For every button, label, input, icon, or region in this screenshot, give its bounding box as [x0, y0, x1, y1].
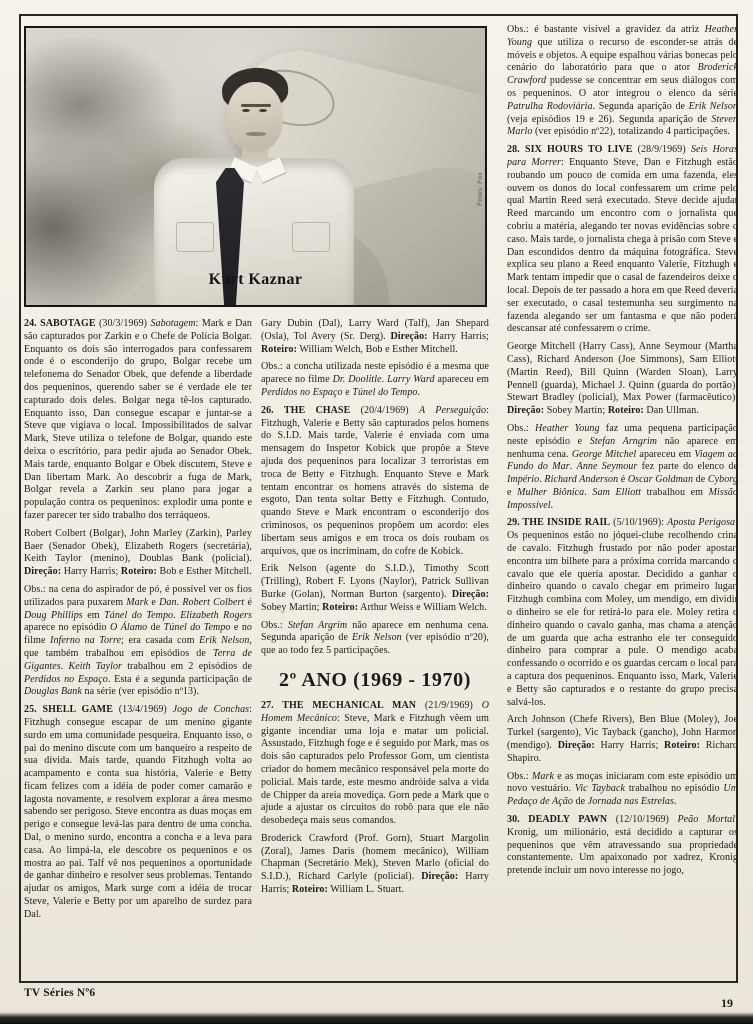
text-run: George Mitchel: [571, 448, 637, 460]
text-run: Erik Nelson: [688, 100, 738, 112]
season-2-heading: 2º ANO (1969 - 1970): [279, 668, 471, 691]
episode-26-summary: 26. THE CHASE (20/4/1969) A Perseguição: Fitzhugh, Valerie e Betty são capturados pelos homens do S.I.D. Mais tarde, Valerie é enviada com uma mensagem do Inspetor Kobick que propõe a Steve ajuda dos pequeninos para localizar 3 terroristas em troca de Betty e Fitzhugh. Enquanto Steve e Mark tentam encontrar os homens através do sistema de esgoto, Dan tenta soltar Betty e Fitzhugh. Contudo, quando Steve e Mark encontram o esconderijo dos criminosos, os pequeninos propõem um acordo: eles libertam seus amigos e em troca os dois roubam os arquivos, que os incriminam, do cofre de Kobick.: [261, 404, 489, 557]
text-run: Elizabeth Rogers: [180, 609, 252, 621]
text-run: Stefan Arngrim: [589, 435, 658, 447]
actor-mouth-shape: [246, 132, 266, 136]
text-run: Perdidos no Espaço: [261, 386, 343, 398]
episode-25-summary: 25. SHELL GAME (13/4/1969) Jogo de Conchas: Fitzhugh consegue escapar de um menino gigante surdo em uma comunidade pesqueira. Enquanto isso, o pai do menino discute com um banqueiro a respeito de sua dívida. Mais tarde, quando Fitzhugh volta ao acampamento e conta sua história, Valerie e Betty ficam felizes com a idéia de poder comer camarão e lagosta novamente, e resolvem explorar a área mesmo sabendo ser perigoso. Steve encontra as duas moças em perigo e consegue levá-las para dentro de uma concha. Dal, o menino surdo, encontra a concha e a leva para casa. Ao limpá-la, ele descobre os pequeninos e os mostra ao pai. Talf vê nos pequeninos a oportunidade de ganhar dinheiro e resolver seus problemas. Tentando ajudar os amigos, Mark surge com a idéia de trocar Steve, Valerie e Betty por um aparelho de surdez para Dal.: [24, 704, 252, 920]
episode-24-cast: Robert Colbert (Bolgar), John Marley (Zarkin), Parley Baer (Senador Obek), Elizabeth Rogers (secretária), Keith Taylor (menino), Doublas Bank (policial). Direção: Harry Harris; Roteiro: Bob e Esther Mitchell.: [24, 527, 252, 578]
text-run: O Homem Mecânico: [261, 699, 489, 724]
text-run: Perdidos no Espaço: [24, 673, 108, 685]
episode-25-cast: Gary Dubin (Dal), Larry Ward (Talf), Jan Shepard (Osla), Tol Avery (Sr. Derg). Direção: Harry Harris; Roteiro: William Welch, Bob e Esther Mitchell.: [261, 318, 489, 355]
text-run: Mark: [126, 596, 149, 608]
text-run: Direção:: [24, 566, 62, 578]
text-run: Larry Ward: [387, 374, 435, 386]
text-run: Tánel do Tempo: [104, 609, 174, 621]
text-run: Roteiro:: [120, 566, 157, 578]
text-run: 29. THE INSIDE RAIL: [507, 517, 611, 529]
text-run: 28. SIX HOURS TO LIVE: [507, 144, 633, 156]
text-run: Império: [507, 474, 540, 486]
column-right: [507, 24, 738, 982]
episode-24-summary: 24. SABOTAGE (30/3/1969) Sabotagem: Mark e Dan são capturados por Zarkin e o Chefe de Polícia Bolgar. Enquanto os dois são interrogados para confessarem onde é o esconderijo do grupo, Bolgar recebe um telefonema do Senador Obek, que defende a liberdade dos pequeninos, querendo saber se é verdade ele ter capturado dois deles. Bolgar nega tê-los capturado. Enquanto isso, Dan consegue escapar e juntar-se a Steve que vigiava o local. Impossibilitados de salvar Mark, Steve utiliza o telefone de Bolgar, quando este deixa o escritório, para pedir ajuda ao Senador Obek. Mais tarde, enquanto Bolgar e Obek discutem, Steve e Dan libertam Mark. Ao descobrir a fuga de Mark, Bolgar revela a Zarkin seu plano para jogar a população contra os pequeninos: explodir uma ponte e fazer parecer ter sido trabalho dos terráqueos.: [24, 318, 252, 521]
episode-27-cast: Broderick Crawford (Prof. Gorn), Stuart Margolin (Zoral), James Daris (homem mecânico), William Chapman (Secretário Mek), Steven Marlo (oficial do S.I.D.), Richard Carlyle (policial). Direção: Harry Harris; Roteiro: William L. Stuart.: [261, 832, 489, 896]
episode-27-summary: 27. THE MECHANICAL MAN (21/9/1969) O Homem Mecânico: Steve, Mark e Fitzhugh vêem um gigante incendiar uma loja e matar um policial. Assustado, Fitzhugh foge e é seguido por Mark, mas os dois são capturados pelo Professor Gorn, um cientista criador do homem mecânico responsável pela morte do policial. Mais tarde, este mesmo andróide salva a vida de Chipper da areia movediça. Gorn pede a Mark que o ajude a ajustar os circuitos do robô para que ele não desobedeça mais seus comandos.: [261, 699, 489, 827]
text-run: Mulher Biônica: [517, 486, 585, 498]
text-run: Seis Horas para Morrer: [507, 144, 738, 168]
text-run: Oscar Goldman: [627, 474, 694, 486]
column-middle: [261, 318, 489, 982]
text-run: Jogo de Conchas: [172, 704, 250, 716]
text-run: Heather Young: [535, 422, 600, 434]
text-run: Patrulha Rodoviária: [507, 100, 593, 112]
text-run: Robert Colbert: [182, 596, 245, 608]
actor-face-shape: [227, 82, 283, 152]
page-number: 19: [721, 996, 733, 1010]
text-run: Vic Tayback: [574, 783, 626, 795]
episode-24-obs: Obs.: na cena do aspirador de pó, é possível ver os fios utilizados para puxarem Mark e Dan. Robert Colbert é Doug Phillips em Tánel do Tempo. Elizabeth Rogers aparece no episódio O Álamo de Túnel do Tempo e no filme Inferno na Torre; era casada com Erik Nelson, que também trabalhou em episódios de Terra de Gigantes. Keith Taylor trabalhou em 2 episódios de Perdidos no Espaço. Esta é a segunda participação de Douglas Bank na série (ver episódio nº13).: [24, 583, 252, 698]
episode-25-obs: Obs.: a concha utilizada neste episódio é a mesma que aparece no filme Dr. Doolitle. Larry Ward apareceu em Perdidos no Espaço e Túnel do Tempo.: [261, 361, 489, 398]
text-run: Douglas Bank: [24, 686, 82, 698]
text-run: Broderick Crawford: [507, 62, 738, 87]
text-run: Heather Young: [507, 24, 738, 48]
episode-29-summary: 29. THE INSIDE RAIL (5/10/1969): Aposta Perigosa: Os pequeninos estão no jóquei-clube recolhendo crina de cavalo. Fitzhugh frustado por não poder apostar, encontra um bilhete para a próxima corrida marcando o cavalo que ele queria apostar. Decidido a ganhar o dinheiro quando o cavalo chegar em primeiro lugar, Fitzhugh combina com Moley, um mendigo, em dividir o dinheiro se ele for retirá-lo para ele. Moley retira o dinheiro quando o cavalo ganha, mas chama a atenção de um guarda que acha estranho ele ter conseguido dinheiro para comprar a pule. O mendigo acaba confessando o ocorrido e os guardas cercam o local para a captura dos pequeninos. Enquanto isso, Mark, Valerie e Betty são capturados e o restante do grupo precisa salvá-los.: [507, 517, 738, 708]
text-run: Aposta Perigosa: [667, 517, 736, 529]
text-run: Peão Mortal: [677, 814, 736, 826]
text-run: 27. THE MECHANICAL MAN: [261, 699, 417, 711]
text-run: Steven Marlo: [507, 113, 738, 138]
text-run: Túnel do Tempo: [352, 386, 418, 398]
text-run: Roteiro:: [322, 601, 359, 613]
text-run: Direção:: [421, 871, 459, 883]
episode-28-cast: George Mitchell (Harry Cass), Anne Seymour (Martha Cass), Richard Anderson (Joe Simmons), Sam Elliott (Martin Reed), Bill Quinn (Warden Sloan), Larry Pennell (guarda), Michael J. Quinn (guarda do portão), Stewart Bradley (policial), Max Power (farmacêutico). Direção: Sobey Martin; Roteiro: Dan Ullman.: [507, 341, 738, 417]
episode-27-obs: Obs.: é bastante visível a gravidez da atriz Heather Young que utiliza o recurso de esconder-se atrás de móveis e objetos. A equipe espalhou várias bonecas pelo cenário do laboratório para que o ator Broderick Crawford pudesse se concentrar em seus diálogos com os pequeninos. O ator integrou o elenco da série Patrulha Rodoviária. Segunda aparição de Erik Nelson (veja episódios 19 e 26). Segunda aparição de Steven Marlo (ver episódio nº22), totalizando 4 participações.: [507, 24, 738, 138]
shirt-collar-right: [256, 157, 286, 182]
shirt-pocket-right: [292, 222, 330, 252]
text-run: Roteiro:: [291, 884, 328, 896]
text-run: Direção:: [507, 405, 545, 417]
text-run: Sam Elliott: [592, 486, 642, 498]
text-run: Anne Seymour: [576, 461, 638, 473]
actor-eye-left: [242, 109, 250, 112]
text-run: Mark: [532, 770, 554, 782]
text-run: Cyborg: [707, 474, 738, 486]
text-run: Direção:: [557, 740, 595, 752]
episode-29-obs: Obs.: Mark e as moças iniciaram com este episódio um novo vestuário. Vic Tayback trabalhou no episódio Um Pedaço de Ação de Jornada nas Estrelas.: [507, 770, 738, 808]
actor-eye-right: [259, 109, 267, 112]
photo-caption: Kurt Kaznar: [208, 271, 303, 288]
text-run: A Perseguição: [418, 404, 487, 416]
episode-30-summary: 30. DEADLY PAWN (12/10/1969) Peão Mortal: Kronig, um milionário, está decidido a capturar os pequeninos que vêm atravessando sua propriedade constantemente. Um apaixonado por xadrez, Kronig pretende incluir um novo interesse no jogo,: [507, 814, 738, 877]
episode-26-cast: Erik Nelson (agente do S.I.D.), Timothy Scott (Trilling), Robert F. Lyons (Naylor), Patrick Sullivan Burke (Golan), Norman Burton (sargento). Direção: Sobey Martin; Roteiro: Arthur Weiss e William Welch.: [261, 563, 489, 613]
magazine-title: TV Séries Nº6: [24, 987, 96, 999]
text-run: Stefan Argrim: [287, 619, 348, 631]
text-run: 26. THE CHASE: [261, 404, 351, 416]
text-run: Um Pedaço de Ação: [507, 783, 738, 808]
text-run: Erik Nelson: [351, 632, 402, 644]
text-run: Viagem ao Fundo do Mar: [507, 448, 738, 473]
episode-28-obs: Obs.: Heather Young faz uma pequena participação neste episódio e Stefan Arngrim não aparece em nenhuma cena. George Mitchel apareceu em Viagem ao Fundo do Mar. Anne Seymour fez parte do elenco de Império. Richard Anderson é Oscar Goldman de Cyborg e Mulher Biônica. Sam Elliott trabalhou em Missão Impossível.: [507, 422, 738, 511]
scan-shadow-band: [0, 1012, 753, 1024]
text-run: Missão Impossível: [507, 486, 738, 511]
episode-28-summary: 28. SIX HOURS TO LIVE (28/9/1969) Seis Horas para Morrer: Enquanto Steve, Dan e Fitzhugh estão roubando um pouco de comida em uma fazenda, eles ouvem os donos do local confessarem um crime pelo qual Martin Reed será executado. Steve decide ajudar Reed marcando um encontro com o jornalista que cobriu a matéria, alegando ter novas evidências sobre o caso. Mais tarde, o jornalista chega à prisão com Steve e Dan escondidos dentro da máquina fotográfica. Steve explica seu plano a Reed enquanto Valerie, Fitzhugh e Mark tentam impedir que o casal de fazendeiros deixe o local. Depois de ter passado a hora em que Reed deveria ser executado, o casal testemunha seu surgimento na fazenda alegando ser um fantasma e que não poderá descansar até confessarem o crime.: [507, 144, 738, 335]
text-run: Jornada nas Estrelas: [587, 796, 674, 808]
text-run: 24. SABOTAGE: [24, 318, 96, 329]
episode-26-obs: Obs.: Stefan Argrim não aparece em nenhuma cena. Segunda aparição de Erik Nelson (ver episódio nº20), que ao todo fez 5 participações.: [261, 619, 489, 657]
column-left: [24, 318, 252, 982]
text-run: Sabotagem: [150, 318, 196, 329]
text-run: Túnel do Tempo: [163, 622, 231, 634]
text-run: Direção:: [390, 330, 428, 342]
actor-brow-shape: [241, 104, 271, 107]
text-run: Roteiro:: [607, 405, 644, 417]
text-run: O Álamo: [110, 622, 148, 634]
text-run: Inferno na Torre: [50, 635, 122, 647]
episode-29-cast: Arch Johnson (Chefe Rivers), Ben Blue (Moley), Joe Turkel (sargento), Vic Tayback (gancho), John Harmon (mendigo). Direção: Harry Harris; Roteiro: Richard Shapiro.: [507, 714, 738, 764]
photo-credit: Fotos: Fox: [477, 172, 484, 206]
text-run: Dan: [159, 596, 177, 608]
text-run: Direção:: [451, 588, 489, 600]
text-run: Doug Phillips: [24, 609, 83, 621]
text-run: Terra de Gigantes: [24, 647, 252, 672]
text-run: Erik Nelson: [199, 635, 250, 647]
text-run: 25. SHELL GAME: [24, 704, 113, 716]
text-run: 30. DEADLY PAWN: [507, 814, 608, 826]
text-run: Richard Anderson: [544, 474, 619, 486]
episode-photo: [24, 26, 487, 307]
text-run: Dr. Doolitle: [332, 374, 382, 386]
text-run: Roteiro:: [664, 740, 701, 752]
text-run: Keith Taylor: [68, 660, 123, 672]
shirt-pocket-left: [176, 222, 214, 252]
text-run: Roteiro:: [261, 343, 297, 355]
